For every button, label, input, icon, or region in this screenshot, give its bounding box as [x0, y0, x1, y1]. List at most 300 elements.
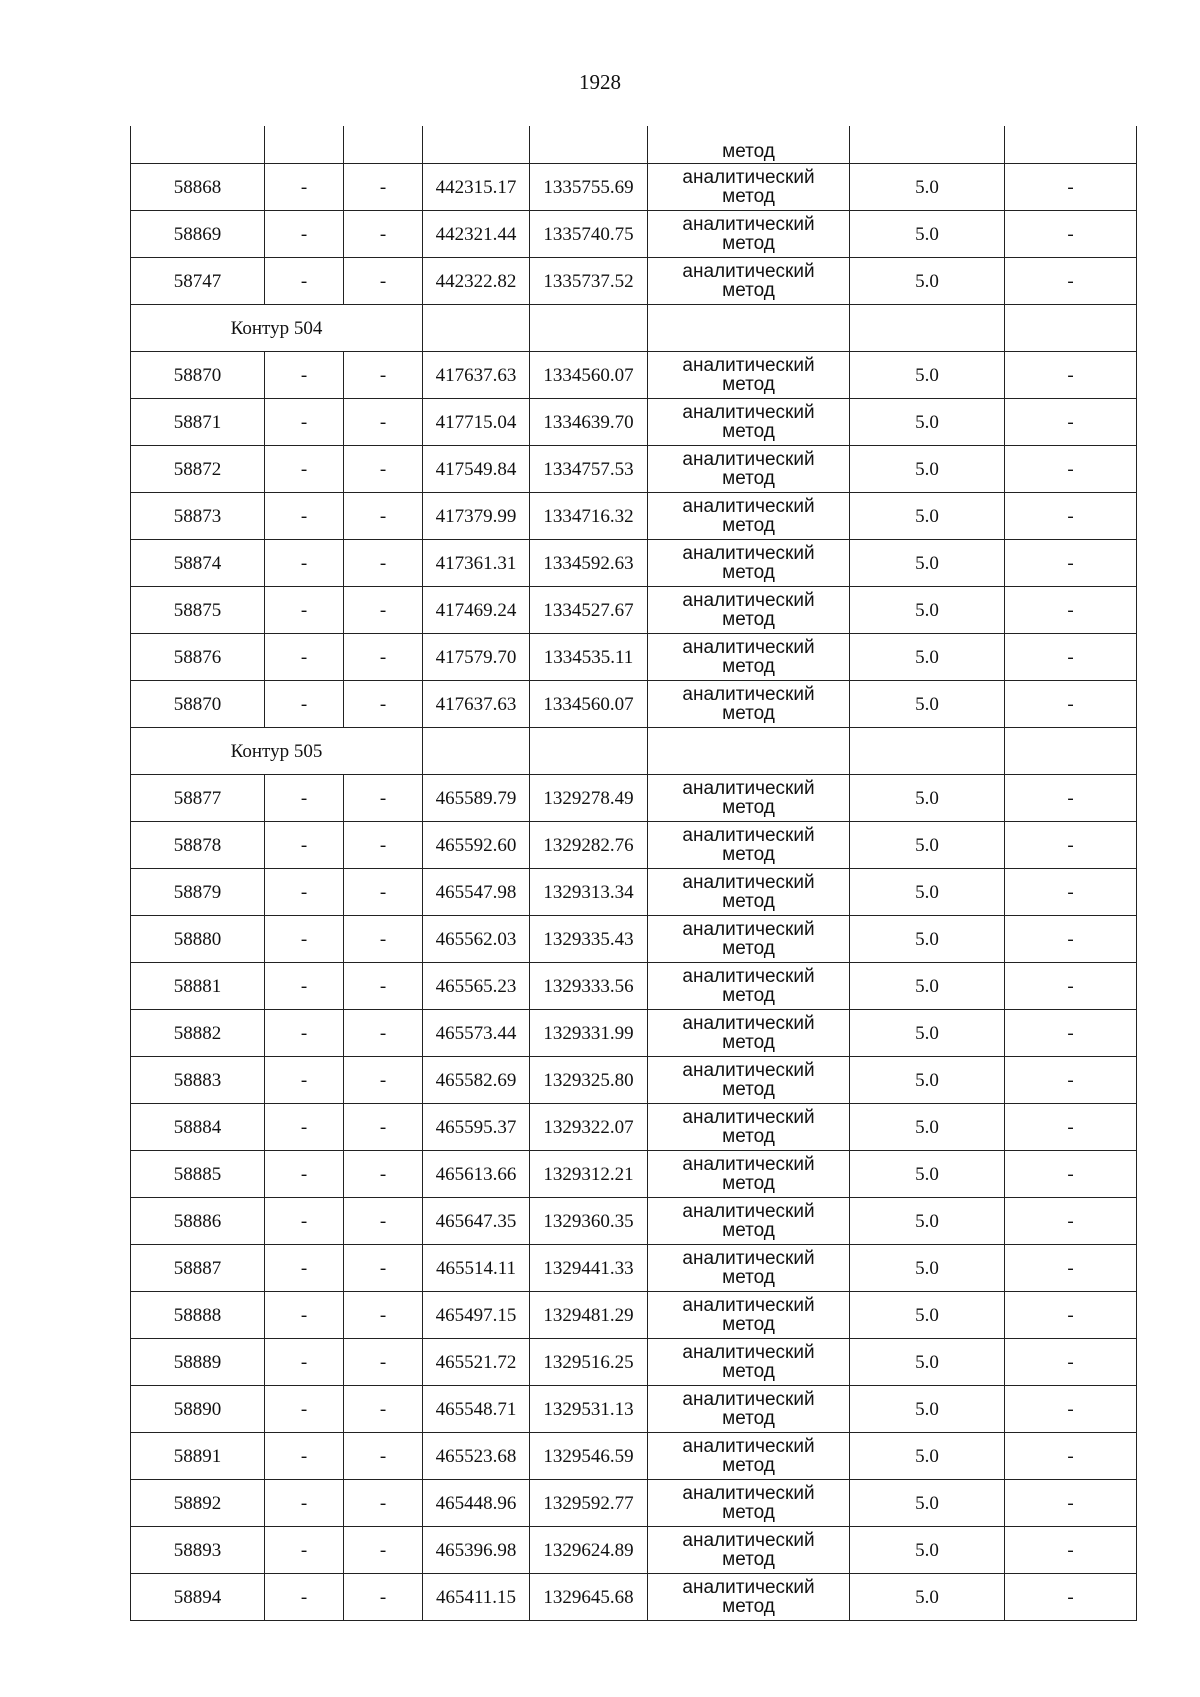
dash-cell: -	[265, 775, 344, 822]
dash-cell: -	[344, 1198, 423, 1245]
y-coordinate-cell: 1329516.25	[530, 1339, 648, 1386]
dash-cell: -	[1005, 211, 1137, 258]
dash-cell: -	[265, 1480, 344, 1527]
method-line-1: аналитический	[682, 1436, 815, 1457]
accuracy-cell: 5.0	[850, 1433, 1005, 1480]
accuracy-cell: 5.0	[850, 164, 1005, 211]
empty-cell	[850, 728, 1005, 775]
empty-cell	[1005, 305, 1137, 352]
method-cell	[648, 1386, 850, 1433]
method-line-1: аналитический	[682, 261, 815, 282]
method-line-2: метод	[722, 797, 775, 818]
y-coordinate-cell: 1335737.52	[530, 258, 648, 305]
point-id-cell: 58890	[131, 1386, 265, 1433]
x-coordinate-cell: 465595.37	[423, 1104, 530, 1151]
dash-cell: -	[265, 399, 344, 446]
method-line-1: аналитический	[682, 543, 815, 564]
point-id-cell: 58879	[131, 869, 265, 916]
dash-cell: -	[1005, 258, 1137, 305]
accuracy-cell: 5.0	[850, 258, 1005, 305]
accuracy-cell: 5.0	[850, 399, 1005, 446]
y-coordinate-cell: 1334527.67	[530, 587, 648, 634]
method-line-2: метод	[722, 1032, 775, 1053]
table-row	[131, 869, 1137, 916]
contour-label: Контур 504	[131, 305, 423, 352]
dash-cell: -	[265, 1574, 344, 1621]
y-coordinate-cell: 1329441.33	[530, 1245, 648, 1292]
dash-cell: -	[344, 399, 423, 446]
accuracy-cell: 5.0	[850, 775, 1005, 822]
dash-cell: -	[344, 352, 423, 399]
table-row	[131, 1386, 1137, 1433]
x-coordinate-cell: 417469.24	[423, 587, 530, 634]
dash-cell: -	[344, 869, 423, 916]
y-coordinate-cell: 1334560.07	[530, 681, 648, 728]
method-cell	[648, 775, 850, 822]
point-id-cell: 58868	[131, 164, 265, 211]
table-row	[131, 1339, 1137, 1386]
table-row	[131, 258, 1137, 305]
y-coordinate-cell: 1329313.34	[530, 869, 648, 916]
dash-cell: -	[265, 540, 344, 587]
table-row	[131, 1527, 1137, 1574]
dash-cell: -	[344, 1104, 423, 1151]
accuracy-cell: 5.0	[850, 446, 1005, 493]
method-line-2: метод	[722, 186, 775, 207]
accuracy-cell: 5.0	[850, 1339, 1005, 1386]
table-row	[131, 1574, 1137, 1621]
table-row	[131, 1433, 1137, 1480]
x-coordinate-cell: 417715.04	[423, 399, 530, 446]
method-line-1: аналитический	[682, 1389, 815, 1410]
accuracy-cell: 5.0	[850, 1245, 1005, 1292]
dash-cell: -	[1005, 1245, 1137, 1292]
contour-row	[131, 305, 1137, 352]
method-cell	[648, 1527, 850, 1574]
y-coordinate-cell: 1329312.21	[530, 1151, 648, 1198]
method-cell	[648, 822, 850, 869]
x-coordinate-cell: 465396.98	[423, 1527, 530, 1574]
dash-cell: -	[344, 1386, 423, 1433]
method-line-2: метод	[722, 1361, 775, 1382]
dash-cell: -	[344, 1339, 423, 1386]
y-coordinate-cell: 1334592.63	[530, 540, 648, 587]
dash-cell: -	[1005, 164, 1137, 211]
dash-cell: -	[1005, 681, 1137, 728]
y-coordinate-cell: 1329331.99	[530, 1010, 648, 1057]
y-coordinate-cell: 1334639.70	[530, 399, 648, 446]
dash-cell: -	[344, 822, 423, 869]
accuracy-cell: 5.0	[850, 1104, 1005, 1151]
point-id-cell: 58891	[131, 1433, 265, 1480]
y-coordinate-cell: 1329624.89	[530, 1527, 648, 1574]
method-cell	[648, 399, 850, 446]
point-id-cell: 58882	[131, 1010, 265, 1057]
y-coordinate-cell: 1329322.07	[530, 1104, 648, 1151]
table-row	[131, 1057, 1137, 1104]
continued-row	[131, 126, 1137, 164]
x-coordinate-cell: 465565.23	[423, 963, 530, 1010]
point-id-cell: 58871	[131, 399, 265, 446]
x-coordinate-cell: 417361.31	[423, 540, 530, 587]
x-coordinate-cell: 465448.96	[423, 1480, 530, 1527]
method-cell	[648, 211, 850, 258]
point-id-cell: 58880	[131, 916, 265, 963]
method-line-1: аналитический	[682, 1154, 815, 1175]
accuracy-cell: 5.0	[850, 681, 1005, 728]
method-line-1: аналитический	[682, 496, 815, 517]
method-line-1: аналитический	[682, 966, 815, 987]
dash-cell: -	[344, 446, 423, 493]
table-row	[131, 1245, 1137, 1292]
table-row	[131, 352, 1137, 399]
point-id-cell: 58869	[131, 211, 265, 258]
method-line-2: метод	[722, 656, 775, 677]
dash-cell: -	[265, 352, 344, 399]
dash-cell: -	[1005, 1198, 1137, 1245]
x-coordinate-cell: 417637.63	[423, 681, 530, 728]
dash-cell: -	[1005, 1527, 1137, 1574]
method-cell	[648, 1104, 850, 1151]
method-line-1: аналитический	[682, 778, 815, 799]
point-id-cell: 58894	[131, 1574, 265, 1621]
method-line-2: метод	[722, 1126, 775, 1147]
dash-cell: -	[344, 540, 423, 587]
table-row	[131, 1292, 1137, 1339]
method-line-2: метод	[722, 938, 775, 959]
point-id-cell: 58870	[131, 352, 265, 399]
x-coordinate-cell: 417579.70	[423, 634, 530, 681]
empty-cell	[648, 728, 850, 775]
dash-cell: -	[344, 258, 423, 305]
method-cell	[648, 869, 850, 916]
dash-cell: -	[344, 1245, 423, 1292]
y-coordinate-cell: 1334757.53	[530, 446, 648, 493]
method-line-1: аналитический	[682, 919, 815, 940]
dash-cell: -	[1005, 963, 1137, 1010]
dash-cell: -	[265, 1245, 344, 1292]
dash-cell: -	[344, 1010, 423, 1057]
method-cell	[648, 963, 850, 1010]
method-cell	[648, 1245, 850, 1292]
method-line-1: аналитический	[682, 1201, 815, 1222]
x-coordinate-cell: 465548.71	[423, 1386, 530, 1433]
method-cell	[648, 540, 850, 587]
method-cell	[648, 681, 850, 728]
method-line-2: метод	[722, 985, 775, 1006]
method-line-2: метод	[722, 515, 775, 536]
dash-cell: -	[344, 916, 423, 963]
coordinates-table	[130, 126, 1137, 1621]
dash-cell: -	[344, 775, 423, 822]
method-line-2: метод	[722, 233, 775, 254]
table-row	[131, 1151, 1137, 1198]
accuracy-cell: 5.0	[850, 634, 1005, 681]
dash-cell: -	[265, 634, 344, 681]
method-line-1: аналитический	[682, 1342, 815, 1363]
method-line-1: аналитический	[682, 167, 815, 188]
dash-cell: -	[344, 1433, 423, 1480]
dash-cell: -	[265, 587, 344, 634]
accuracy-cell: 5.0	[850, 1480, 1005, 1527]
dash-cell: -	[1005, 587, 1137, 634]
method-line-1: аналитический	[682, 825, 815, 846]
table-row	[131, 587, 1137, 634]
method-cell	[648, 587, 850, 634]
dash-cell: -	[344, 1574, 423, 1621]
x-coordinate-cell: 465592.60	[423, 822, 530, 869]
x-coordinate-cell: 417549.84	[423, 446, 530, 493]
y-coordinate-cell: 1334560.07	[530, 352, 648, 399]
point-id-cell: 58876	[131, 634, 265, 681]
accuracy-cell: 5.0	[850, 587, 1005, 634]
method-cell	[648, 446, 850, 493]
method-line-1: аналитический	[682, 1248, 815, 1269]
empty-cell	[1005, 728, 1137, 775]
contour-row	[131, 728, 1137, 775]
table-row	[131, 164, 1137, 211]
method-line-2: метод	[722, 468, 775, 489]
dash-cell: -	[1005, 1574, 1137, 1621]
method-line-2: метод	[722, 562, 775, 583]
method-cell	[648, 352, 850, 399]
point-id-cell: 58873	[131, 493, 265, 540]
point-id-cell: 58883	[131, 1057, 265, 1104]
y-coordinate-cell: 1329282.76	[530, 822, 648, 869]
dash-cell: -	[265, 164, 344, 211]
y-coordinate-cell: 1334716.32	[530, 493, 648, 540]
point-id-cell: 58874	[131, 540, 265, 587]
x-coordinate-cell: 465523.68	[423, 1433, 530, 1480]
x-coordinate-cell: 465521.72	[423, 1339, 530, 1386]
point-id-cell: 58886	[131, 1198, 265, 1245]
point-id-cell: 58884	[131, 1104, 265, 1151]
accuracy-cell: 5.0	[850, 869, 1005, 916]
y-coordinate-cell: 1329481.29	[530, 1292, 648, 1339]
dash-cell: -	[1005, 446, 1137, 493]
method-line-1: аналитический	[682, 1295, 815, 1316]
dash-cell: -	[265, 1010, 344, 1057]
dash-cell: -	[344, 963, 423, 1010]
method-line-2: метод	[722, 421, 775, 442]
y-coordinate-cell: 1329325.80	[530, 1057, 648, 1104]
method-line-1: аналитический	[682, 1577, 815, 1598]
table-row	[131, 1480, 1137, 1527]
method-cell	[648, 1480, 850, 1527]
dash-cell: -	[265, 446, 344, 493]
point-id-cell: 58878	[131, 822, 265, 869]
dash-cell: -	[344, 1292, 423, 1339]
method-line-1: аналитический	[682, 402, 815, 423]
x-coordinate-cell: 442322.82	[423, 258, 530, 305]
point-id-cell: 58872	[131, 446, 265, 493]
table-row	[131, 399, 1137, 446]
method-line-1: аналитический	[682, 355, 815, 376]
page-number: 1928	[579, 70, 621, 94]
dash-cell: -	[1005, 1104, 1137, 1151]
x-coordinate-cell: 465647.35	[423, 1198, 530, 1245]
dash-cell: -	[1005, 1433, 1137, 1480]
method-cell	[648, 164, 850, 211]
method-line-1: аналитический	[682, 872, 815, 893]
accuracy-cell: 5.0	[850, 916, 1005, 963]
table-row	[131, 775, 1137, 822]
point-id-cell: 58893	[131, 1527, 265, 1574]
dash-cell: -	[265, 211, 344, 258]
method-cell	[648, 1010, 850, 1057]
accuracy-cell: 5.0	[850, 211, 1005, 258]
dash-cell: -	[344, 164, 423, 211]
dash-cell: -	[1005, 540, 1137, 587]
x-coordinate-cell: 465589.79	[423, 775, 530, 822]
x-coordinate-cell: 417379.99	[423, 493, 530, 540]
dash-cell: -	[265, 1527, 344, 1574]
accuracy-cell: 5.0	[850, 1010, 1005, 1057]
table-row	[131, 1010, 1137, 1057]
y-coordinate-cell: 1329333.56	[530, 963, 648, 1010]
method-line-1: аналитический	[682, 1107, 815, 1128]
dash-cell: -	[265, 1198, 344, 1245]
x-coordinate-cell: 442315.17	[423, 164, 530, 211]
accuracy-cell: 5.0	[850, 1057, 1005, 1104]
method-cell	[648, 1198, 850, 1245]
dash-cell: -	[344, 211, 423, 258]
method-cell	[648, 1057, 850, 1104]
dash-cell: -	[1005, 493, 1137, 540]
method-cell	[648, 1574, 850, 1621]
method-line-2: метод	[722, 1220, 775, 1241]
method-line-2: метод	[722, 1314, 775, 1335]
method-line-1: аналитический	[682, 590, 815, 611]
dash-cell: -	[265, 963, 344, 1010]
method-line-2: метод	[722, 1267, 775, 1288]
dash-cell: -	[265, 1433, 344, 1480]
dash-cell: -	[1005, 1480, 1137, 1527]
y-coordinate-cell: 1335755.69	[530, 164, 648, 211]
accuracy-cell: 5.0	[850, 1151, 1005, 1198]
method-line-2: метод	[722, 609, 775, 630]
method-line-2: метод	[722, 280, 775, 301]
accuracy-cell: 5.0	[850, 963, 1005, 1010]
x-coordinate-cell: 465613.66	[423, 1151, 530, 1198]
table-row	[131, 963, 1137, 1010]
accuracy-cell: 5.0	[850, 1574, 1005, 1621]
dash-cell: -	[265, 493, 344, 540]
table-row	[131, 493, 1137, 540]
point-id-cell: 58888	[131, 1292, 265, 1339]
accuracy-cell: 5.0	[850, 1198, 1005, 1245]
method-cell	[648, 493, 850, 540]
dash-cell: -	[265, 1386, 344, 1433]
dash-cell: -	[344, 681, 423, 728]
dash-cell: -	[265, 258, 344, 305]
method-line-2: метод	[722, 703, 775, 724]
y-coordinate-cell: 1329546.59	[530, 1433, 648, 1480]
method-line-1: аналитический	[682, 1483, 815, 1504]
dash-cell: -	[344, 1057, 423, 1104]
table-row	[131, 211, 1137, 258]
empty-cell	[850, 305, 1005, 352]
x-coordinate-cell: 465573.44	[423, 1010, 530, 1057]
dash-cell: -	[265, 1339, 344, 1386]
method-cell	[648, 1292, 850, 1339]
method-line-2: метод	[722, 844, 775, 865]
table-row	[131, 446, 1137, 493]
dash-cell: -	[1005, 916, 1137, 963]
dash-cell: -	[1005, 1057, 1137, 1104]
empty-cell	[648, 305, 850, 352]
method-line-2: метод	[722, 1549, 775, 1570]
dash-cell: -	[344, 587, 423, 634]
empty-cell	[423, 305, 530, 352]
dash-cell: -	[1005, 399, 1137, 446]
dash-cell: -	[265, 869, 344, 916]
x-coordinate-cell: 417637.63	[423, 352, 530, 399]
method-line-1: аналитический	[682, 637, 815, 658]
table-row	[131, 1104, 1137, 1151]
method-line-1: аналитический	[682, 214, 815, 235]
method-line-2: метод	[722, 1455, 775, 1476]
dash-cell: -	[1005, 1151, 1137, 1198]
dash-cell: -	[265, 1057, 344, 1104]
point-id-cell: 58875	[131, 587, 265, 634]
method-line-2: метод	[722, 1408, 775, 1429]
point-id-cell: 58870	[131, 681, 265, 728]
dash-cell: -	[1005, 352, 1137, 399]
dash-cell: -	[265, 916, 344, 963]
accuracy-cell: 5.0	[850, 352, 1005, 399]
dash-cell: -	[1005, 1292, 1137, 1339]
method-cell: метод	[648, 126, 850, 164]
method-cell	[648, 258, 850, 305]
y-coordinate-cell: 1329278.49	[530, 775, 648, 822]
table-row	[131, 1198, 1137, 1245]
y-coordinate-cell: 1329335.43	[530, 916, 648, 963]
method-cell	[648, 1433, 850, 1480]
dash-cell: -	[265, 1151, 344, 1198]
method-line-2: метод	[722, 891, 775, 912]
empty-cell	[423, 728, 530, 775]
y-coordinate-cell: 1329360.35	[530, 1198, 648, 1245]
x-coordinate-cell: 465562.03	[423, 916, 530, 963]
dash-cell: -	[1005, 1339, 1137, 1386]
method-line-1: аналитический	[682, 1013, 815, 1034]
dash-cell: -	[344, 1151, 423, 1198]
method-line-1: аналитический	[682, 449, 815, 470]
point-id-cell: 58889	[131, 1339, 265, 1386]
contour-label: Контур 505	[131, 728, 423, 775]
y-coordinate-cell: 1334535.11	[530, 634, 648, 681]
dash-cell: -	[1005, 869, 1137, 916]
dash-cell: -	[265, 1292, 344, 1339]
point-id-cell: 58887	[131, 1245, 265, 1292]
method-cell	[648, 1151, 850, 1198]
dash-cell: -	[265, 1104, 344, 1151]
accuracy-cell: 5.0	[850, 540, 1005, 587]
method-line-2: метод	[722, 1173, 775, 1194]
accuracy-cell: 5.0	[850, 1292, 1005, 1339]
dash-cell: -	[344, 1480, 423, 1527]
table-row	[131, 540, 1137, 587]
method-line-2: метод	[722, 1502, 775, 1523]
x-coordinate-cell: 442321.44	[423, 211, 530, 258]
method-cell	[648, 916, 850, 963]
dash-cell: -	[265, 822, 344, 869]
point-id-cell: 58885	[131, 1151, 265, 1198]
empty-cell	[530, 728, 648, 775]
table-row	[131, 916, 1137, 963]
dash-cell: -	[344, 634, 423, 681]
